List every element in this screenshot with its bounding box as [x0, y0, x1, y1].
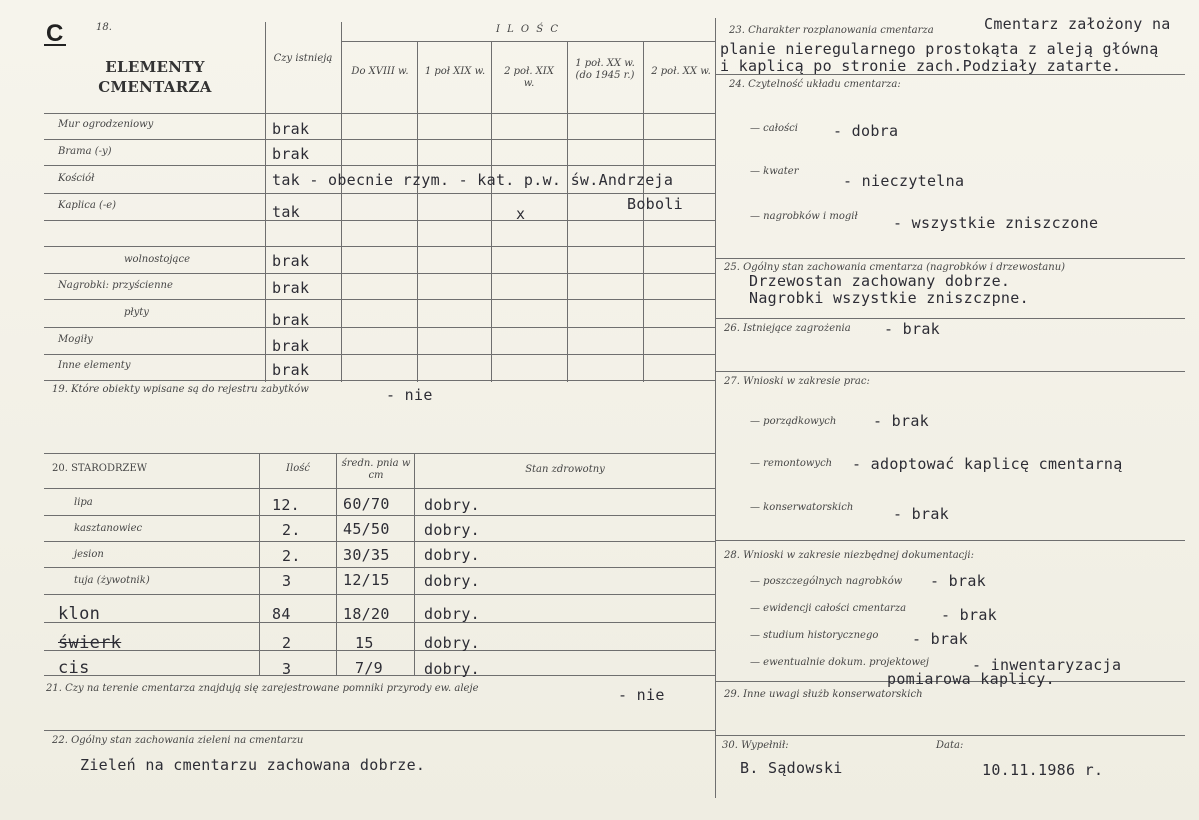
- q27-item-label: — konserwatorskich: [750, 502, 854, 513]
- q24-item-value: - wszystkie zniszczone: [893, 214, 1099, 232]
- row-value-extra: Boboli: [627, 195, 683, 213]
- check-mark: x: [516, 205, 526, 223]
- trees-count-header: Ilość: [286, 463, 310, 474]
- period-header: 1 poł XIX w.: [424, 66, 486, 77]
- tree-diam: 12/15: [343, 571, 390, 589]
- tree-diam: 45/50: [343, 520, 390, 538]
- period-header: Do XVIII w.: [351, 66, 409, 77]
- q27-item-label: — remontowych: [750, 458, 833, 469]
- tree-name: kasztanowiec: [74, 523, 143, 534]
- row-line: [44, 567, 715, 568]
- row-line: [44, 594, 715, 595]
- row-line: [44, 220, 715, 221]
- tree-name: lipa: [74, 497, 93, 508]
- q23-line3: i kaplicą po stronie zach.Podziały zatarte.: [720, 57, 1122, 75]
- q19-value: - nie: [386, 386, 433, 404]
- q28-item-value: - brak: [941, 606, 997, 624]
- row-value: brak: [272, 279, 310, 297]
- tree-state: dobry.: [424, 634, 480, 652]
- row-value: tak: [272, 203, 300, 221]
- q24-item-label: — kwater: [750, 166, 799, 177]
- period-header: 2 poł. XIX w.: [504, 66, 554, 89]
- section-number: 18.: [96, 22, 112, 33]
- q26-value: - brak: [884, 320, 940, 338]
- q30-label: 30. Wypełnił:: [722, 740, 789, 751]
- q30-date: 10.11.1986 r.: [982, 761, 1104, 779]
- period-header: 1 poł. XX w. (do 1945 r.): [575, 58, 635, 81]
- period-header: 2 poł. XX w.: [651, 66, 711, 77]
- trees-col-divider: [259, 453, 260, 675]
- row-label: Kaplica (-e): [58, 200, 117, 211]
- q24-item-value: - dobra: [833, 122, 899, 140]
- trees-top-line: [44, 453, 715, 454]
- elements-title: ELEMENTY CMENTARZA: [98, 58, 212, 96]
- tree-diam: 18/20: [343, 605, 390, 623]
- row-label: Mogiły: [58, 334, 93, 345]
- trees-header-line: [44, 488, 715, 489]
- q28-item-value: - inwentaryzacja: [972, 656, 1122, 674]
- q28-item-value: - brak: [930, 572, 986, 590]
- tree-diam: 15: [355, 634, 374, 652]
- tree-name: świerk: [58, 633, 122, 653]
- tree-diam: 7/9: [355, 659, 383, 677]
- q21-value: - nie: [618, 686, 665, 704]
- card-letter: C: [46, 20, 64, 47]
- tree-count: 3: [282, 572, 292, 590]
- q27-item-label: — porządkowych: [750, 416, 837, 427]
- tree-name: jesion: [74, 549, 104, 560]
- ilosc-line: [341, 41, 715, 42]
- q25-line: [715, 318, 1185, 319]
- q24-label: 24. Czytelność układu cmentarza:: [729, 79, 901, 90]
- q21-label: 21. Czy na terenie cmentarza znajdują się zarejestrowane pomniki przyrody ew. aleje: [46, 683, 479, 694]
- trees-col-divider: [414, 453, 415, 675]
- q29-label: 29. Inne uwagi służb konserwatorskich: [724, 689, 923, 700]
- row-value: brak: [272, 120, 310, 138]
- trees-state-header: Stan zdrowotny: [525, 464, 605, 475]
- trees-diam-header: średn. pnia w cm: [341, 458, 411, 481]
- row-value: brak: [272, 337, 310, 355]
- ilosc-header: I L O Ś C: [495, 24, 560, 35]
- row-label: płyty: [124, 307, 149, 318]
- row-value: brak: [272, 252, 310, 270]
- tree-state: dobry.: [424, 546, 480, 564]
- row-line: [44, 541, 715, 542]
- tree-count: 12.: [272, 496, 300, 514]
- q23-label: 23. Charakter rozplanowania cmentarza: [729, 25, 934, 36]
- q23-line2: planie nieregularnego prostokąta z aleją główną: [720, 40, 1159, 58]
- q26-line: [715, 371, 1185, 372]
- elements-header-line: [44, 113, 715, 114]
- tree-state: dobry.: [424, 496, 480, 514]
- row-line: [44, 650, 715, 651]
- card-letter-underline: [44, 44, 66, 46]
- q28-item-label: — ewidencji całości cmentarza: [750, 603, 907, 614]
- tree-name: klon: [58, 604, 101, 624]
- row-line: [44, 299, 715, 300]
- row-line: [44, 139, 715, 140]
- row-line: [44, 193, 715, 194]
- q30-name: B. Sądowski: [740, 759, 843, 777]
- q24-item-value: - nieczytelna: [843, 172, 965, 190]
- row-value: brak: [272, 311, 310, 329]
- row-label: Kościół: [58, 173, 95, 184]
- row-value: brak: [272, 145, 310, 163]
- q25-label: 25. Ogólny stan zachowania cmentarza (nagrobków i drzewostanu): [724, 262, 1066, 273]
- q28-item-value2: pomiarowa kaplicy.: [887, 670, 1055, 688]
- row-value: tak - obecnie rzym. - kat. p.w. św.Andrzeja: [272, 171, 674, 189]
- q28-item-label: — studium historycznego: [750, 630, 879, 641]
- row-line: [44, 380, 715, 381]
- tree-name: cis: [58, 658, 90, 678]
- tree-state: dobry.: [424, 605, 480, 623]
- trees-col-divider: [336, 453, 337, 675]
- tree-count: 2.: [282, 521, 301, 539]
- row-label: wolnostojące: [124, 254, 190, 265]
- tree-count: 84: [272, 605, 291, 623]
- row-line: [44, 165, 715, 166]
- row-line: [44, 273, 715, 274]
- q29-line: [715, 735, 1185, 736]
- period-divider: [567, 42, 568, 382]
- row-label: Brama (-y): [58, 146, 112, 157]
- q25-line2: Nagrobki wszystkie zniszczpne.: [749, 289, 1029, 307]
- tree-diam: 60/70: [343, 495, 390, 513]
- row-line: [44, 515, 715, 516]
- q24-line: [715, 258, 1185, 259]
- row-value: brak: [272, 361, 310, 379]
- tree-state: dobry.: [424, 521, 480, 539]
- q22-label: 22. Ogólny stan zachowania zieleni na cmentarzu: [52, 735, 304, 746]
- elements-col-divider: [265, 22, 266, 382]
- tree-state: dobry.: [424, 660, 480, 678]
- tree-diam: 30/35: [343, 546, 390, 564]
- row-line: [44, 327, 715, 328]
- tree-count: 2.: [282, 547, 301, 565]
- q27-item-value: - adoptować kaplicę cmentarną: [852, 455, 1123, 473]
- q28-label: 28. Wnioski w zakresie niezbędnej dokumentacji:: [724, 550, 974, 561]
- ilosc-col-divider: [341, 22, 342, 382]
- q27-label: 27. Wnioski w zakresie prac:: [724, 376, 870, 387]
- tree-count: 2: [282, 634, 292, 652]
- tree-name: tuja (żywotnik): [74, 575, 150, 586]
- row-label: Inne elementy: [58, 360, 131, 371]
- q28-item-label: — poszczególnych nagrobków: [750, 576, 903, 587]
- q24-item-label: — całości: [750, 123, 798, 134]
- col-exists-header: Czy istnieją: [273, 53, 333, 64]
- q30-date-label: Data:: [936, 740, 964, 751]
- q19-label: 19. Które obiekty wpisane są do rejestru zabytków: [52, 384, 309, 395]
- period-divider: [491, 42, 492, 382]
- q22-value: Zieleń na cmentarzu zachowana dobrze.: [80, 756, 426, 774]
- q23-line1: Cmentarz założony na: [984, 15, 1171, 33]
- q24-item-label: — nagrobków i mogił: [750, 211, 858, 222]
- q28-item-label: — ewentualnie dokum. projektowej: [750, 657, 930, 668]
- q22-line: [44, 730, 715, 731]
- q25-line1: Drzewostan zachowany dobrze.: [749, 272, 1011, 290]
- tree-count: 3: [282, 660, 292, 678]
- tree-state: dobry.: [424, 572, 480, 590]
- trees-title: 20. STARODRZEW: [52, 463, 148, 474]
- period-divider: [417, 42, 418, 382]
- row-line: [44, 246, 715, 247]
- row-label: Nagrobki: przyścienne: [58, 280, 173, 291]
- row-line: [44, 354, 715, 355]
- q27-line: [715, 540, 1185, 541]
- q27-item-value: - brak: [893, 505, 949, 523]
- q26-label: 26. Istniejące zagrożenia: [724, 323, 851, 334]
- q28-item-value: - brak: [912, 630, 968, 648]
- row-label: Mur ogrodzeniowy: [58, 119, 154, 130]
- q27-item-value: - brak: [873, 412, 929, 430]
